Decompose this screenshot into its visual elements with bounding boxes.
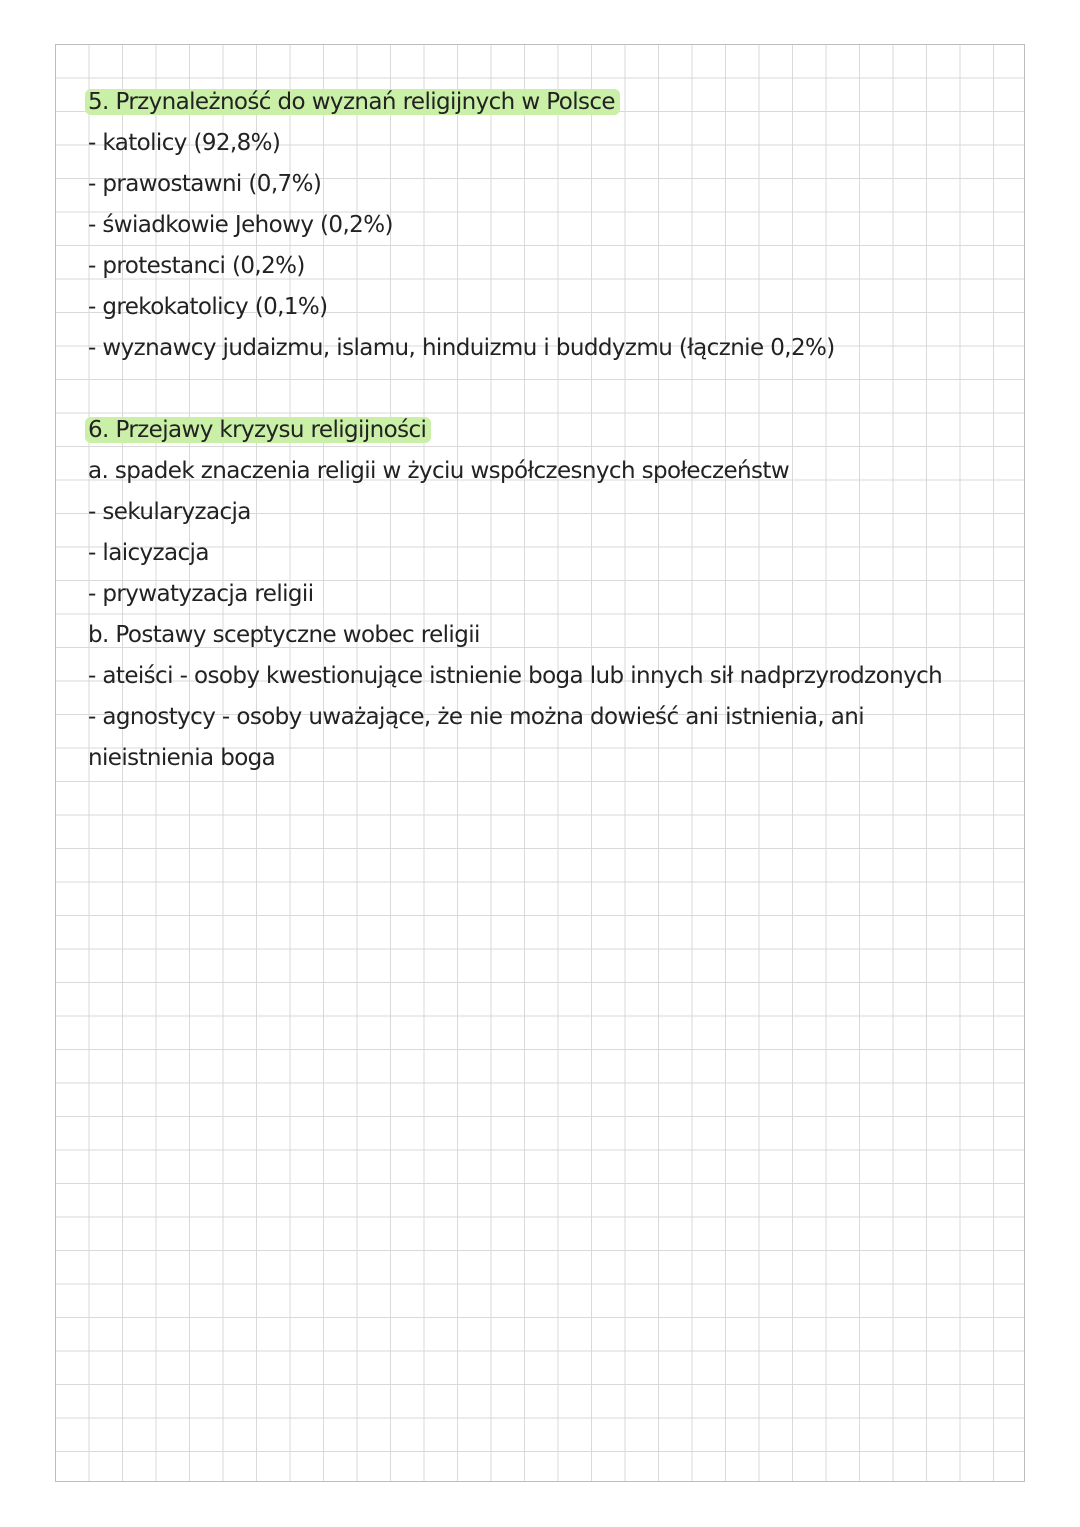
list-item: - protestanci (0,2%) bbox=[88, 253, 305, 279]
subheading-b: b. Postawy sceptyczne wobec religii bbox=[88, 622, 480, 648]
list-item: - prywatyzacja religii bbox=[88, 581, 314, 607]
section-spacer bbox=[88, 369, 988, 410]
list-item: - sekularyzacja bbox=[88, 499, 251, 525]
section-5-heading: 5. Przynależność do wyznań religijnych w Polsce bbox=[85, 89, 620, 115]
notes-content bbox=[88, 82, 988, 779]
section-6-heading: 6. Przejawy kryzysu religijności bbox=[85, 417, 431, 443]
list-item: - grekokatolicy (0,1%) bbox=[88, 294, 328, 320]
subheading-a: a. spadek znaczenia religii w życiu współczesnych społeczeństw bbox=[88, 458, 790, 484]
list-item: - prawostawni (0,7%) bbox=[88, 171, 322, 197]
list-item: - świadkowie Jehowy (0,2%) bbox=[88, 212, 393, 238]
list-item: - wyznawcy judaizmu, islamu, hinduizmu i buddyzmu (łącznie 0,2%) bbox=[88, 335, 835, 361]
list-item: - agnostycy - osoby uważające, że nie można dowieść ani istnienia, ani bbox=[88, 704, 865, 730]
list-item: - katolicy (92,8%) bbox=[88, 130, 281, 156]
list-item: - laicyzacja bbox=[88, 540, 209, 566]
section-6-heading-line bbox=[88, 410, 988, 451]
list-item: - ateiści - osoby kwestionujące istnienie boga lub innych sił nadprzyrodzonych bbox=[88, 663, 943, 689]
section-5-heading-line bbox=[88, 82, 988, 123]
list-item-continuation: nieistnienia boga bbox=[88, 745, 276, 771]
